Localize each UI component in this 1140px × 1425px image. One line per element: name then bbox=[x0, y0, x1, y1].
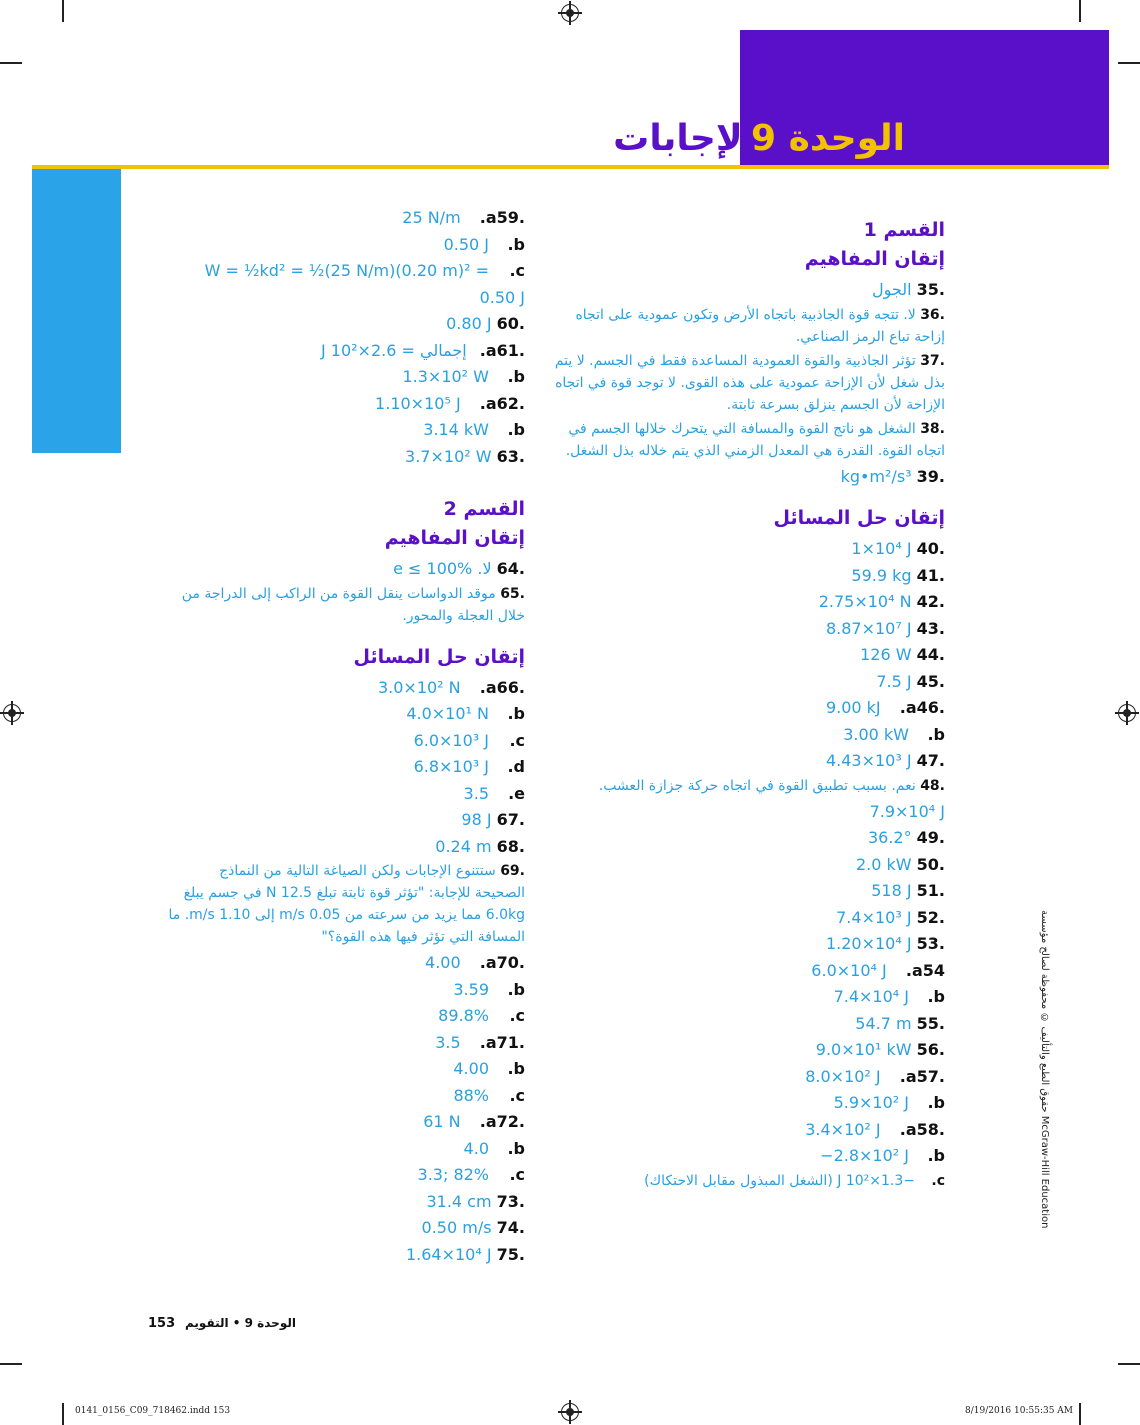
answer-value: 3.7×10² W bbox=[405, 446, 492, 466]
answer-item bbox=[165, 205, 525, 232]
answer-part-label: b. bbox=[507, 234, 525, 254]
registration-mark-icon bbox=[1118, 704, 1136, 722]
answer-number: .40 bbox=[916, 539, 945, 558]
answer-value: 2.0 kW bbox=[855, 854, 912, 874]
answer-part-label: a. bbox=[479, 677, 497, 697]
answer-item bbox=[545, 825, 945, 852]
answer-item bbox=[545, 536, 945, 563]
answer-value: 1.64×10⁴ J bbox=[405, 1244, 492, 1264]
answer-number: .61 bbox=[496, 340, 525, 360]
answer-value: 3.5 bbox=[435, 1032, 461, 1052]
answer-item bbox=[545, 1143, 945, 1170]
crop-mark bbox=[1118, 1363, 1140, 1365]
answer-number: .70 bbox=[496, 953, 525, 972]
answer-value: 89.8% bbox=[438, 1006, 489, 1025]
answer-value: 54.7 m bbox=[855, 1013, 912, 1033]
answer-item bbox=[165, 950, 525, 977]
answer-item bbox=[165, 417, 525, 444]
slug-filename: 0141_0156_C09_718462.indd 153 bbox=[75, 1406, 231, 1416]
section-title: القسم 2 bbox=[443, 498, 525, 520]
answer-number: .56 bbox=[916, 1040, 945, 1059]
answer-number: .53 bbox=[916, 934, 945, 953]
crop-mark bbox=[62, 0, 64, 22]
section-subtitle: إتقان المفاهيم bbox=[384, 527, 525, 549]
answer-item bbox=[545, 852, 945, 879]
answer-number: .50 bbox=[916, 854, 945, 874]
answer-value: الشغل هو ناتج القوة والمسافة التي يتحرك خلالها الجسم في اتجاه القوة. القدرة هي المعدل الزمني الذي يتم خلاله بذل الشغل. bbox=[565, 420, 945, 459]
unit-label: الوحدة 9 bbox=[750, 118, 905, 159]
answer-item bbox=[545, 984, 945, 1011]
answer-value: ستتنوع الإجابات ولكن الصياغة التالية من النماذج الصحيحة للإجابة: "تؤثر قوة ثابتة تبلغ 12.5 N في جسم يبلغ 6.0kg مما يزيد من سرعته من 0.05 m/s إلى 1.10 m/s. ما المسافة التي تؤثر فيها هذه القوة؟" bbox=[168, 863, 525, 945]
answer-number: .47 bbox=[916, 751, 945, 770]
section-subtitle: إتقان المفاهيم bbox=[804, 248, 945, 270]
answer-item bbox=[165, 1109, 525, 1136]
answer-value: 61 N bbox=[423, 1112, 461, 1131]
answer-item bbox=[165, 1242, 525, 1269]
registration-mark-icon bbox=[3, 704, 21, 722]
crop-mark bbox=[62, 1403, 64, 1425]
answer-number: .51 bbox=[916, 881, 945, 900]
answer-number: .62 bbox=[496, 393, 525, 413]
answer-value: 3.59 bbox=[453, 979, 489, 999]
answer-number: .57 bbox=[916, 1066, 945, 1086]
answer-list bbox=[165, 675, 525, 1269]
answer-number: .63 bbox=[496, 446, 525, 466]
answer-number: .75 bbox=[496, 1244, 525, 1264]
answer-number: .38 bbox=[920, 420, 945, 437]
answer-list bbox=[545, 277, 945, 490]
answer-part-label: e. bbox=[508, 783, 525, 803]
answer-item bbox=[165, 311, 525, 338]
answer-item bbox=[165, 364, 525, 391]
answer-value: 0.24 m bbox=[435, 836, 492, 856]
answer-item bbox=[545, 878, 945, 905]
answer-value: −1.3×10² J (الشغل المبذول مقابل الاحتكاك) bbox=[644, 1172, 915, 1189]
answer-number: .66 bbox=[496, 677, 525, 697]
answer-item bbox=[165, 754, 525, 781]
answers-column-right bbox=[545, 205, 945, 1194]
answer-value: 36.2° bbox=[867, 828, 912, 847]
answer-item bbox=[165, 556, 525, 583]
answer-value: 25 N/m bbox=[402, 208, 461, 227]
answer-item bbox=[545, 563, 945, 590]
answer-item bbox=[545, 722, 945, 749]
answer-item bbox=[165, 338, 525, 365]
answer-part-label: a. bbox=[479, 953, 497, 972]
answer-value: إجمالي = 2.6×10² J bbox=[320, 340, 467, 360]
answer-value: 126 W bbox=[860, 645, 912, 664]
answer-item bbox=[165, 834, 525, 861]
answer-item bbox=[545, 1090, 945, 1117]
answer-number: .73 bbox=[496, 1191, 525, 1211]
answer-value: 6.0×10³ J bbox=[413, 730, 489, 750]
answer-item bbox=[165, 675, 525, 702]
answer-value: 0.80 J bbox=[446, 314, 492, 333]
answer-value: 0.50 m/s bbox=[421, 1218, 492, 1237]
answer-item bbox=[545, 1011, 945, 1038]
answer-number: .44 bbox=[916, 645, 945, 664]
answer-part-label: c. bbox=[509, 1006, 525, 1025]
answer-item bbox=[545, 616, 945, 643]
answer-part-label: b. bbox=[507, 1138, 525, 1158]
answer-number: .52 bbox=[916, 907, 945, 927]
answer-item bbox=[545, 1170, 945, 1192]
answer-item bbox=[165, 1083, 525, 1110]
answer-item bbox=[165, 391, 525, 418]
answer-part-label: a. bbox=[479, 208, 497, 227]
answer-item bbox=[165, 781, 525, 808]
answer-number: .68 bbox=[496, 836, 525, 856]
answer-item bbox=[545, 350, 945, 416]
answer-number: .49 bbox=[916, 828, 945, 847]
answer-number: .35 bbox=[916, 280, 945, 299]
answer-item bbox=[545, 1064, 945, 1091]
answer-value: 7.9×10⁴ J bbox=[869, 801, 945, 821]
answer-part-label: c. bbox=[509, 1085, 525, 1105]
answer-value: 1.3×10² W bbox=[402, 367, 489, 386]
answer-number: .71 bbox=[496, 1032, 525, 1052]
answer-part-label: a. bbox=[899, 1119, 917, 1139]
answer-item bbox=[545, 642, 945, 669]
answer-value: 518 J bbox=[871, 881, 912, 900]
slug-date: 8/19/2016 10:55:35 AM bbox=[965, 1406, 1074, 1416]
answer-part-label: b. bbox=[927, 987, 945, 1006]
answer-item bbox=[165, 258, 525, 285]
answer-value: موقد الدواسات ينقل القوة من الراكب إلى الدراجة من خلال العجلة والمحور. bbox=[181, 585, 525, 624]
answer-value: 31.4 cm bbox=[426, 1191, 492, 1211]
answer-value: 2.75×10⁴ N bbox=[818, 592, 912, 611]
answer-number: .39 bbox=[916, 466, 945, 486]
answer-number: .74 bbox=[496, 1218, 525, 1237]
answer-value: تؤثر الجاذبية والقوة العمودية المساعدة فقط في الجسم. لا يتم بذل شغل لأن الإزاحة عمودية على هذه القوى. لا توجد قوة في اتجاه الإزاحة لأن الجسم ينزلق بسرعة ثابتة. bbox=[554, 352, 945, 413]
answer-number: .69 bbox=[500, 863, 525, 879]
answer-item bbox=[165, 1162, 525, 1189]
answer-value: 7.5 J bbox=[876, 671, 912, 691]
answer-value: 7.4×10³ J bbox=[836, 907, 912, 927]
answer-value: 3.4×10² J bbox=[805, 1119, 881, 1139]
answer-part-label: b. bbox=[507, 979, 525, 999]
answer-list bbox=[165, 556, 525, 627]
answer-item bbox=[545, 1037, 945, 1064]
answer-value: 4.00 bbox=[453, 1059, 489, 1078]
answer-part-label: b. bbox=[507, 1059, 525, 1078]
answer-item bbox=[165, 1056, 525, 1083]
answer-part-label: b. bbox=[507, 420, 525, 439]
answer-number: .55 bbox=[916, 1013, 945, 1033]
answer-value: 9.00 kJ bbox=[825, 698, 881, 717]
crop-mark bbox=[0, 1363, 22, 1365]
answer-list bbox=[545, 536, 945, 1192]
answers-column-left bbox=[165, 205, 525, 1268]
answer-number: .37 bbox=[920, 352, 945, 369]
answer-number: .45 bbox=[916, 671, 945, 691]
answer-item bbox=[165, 232, 525, 259]
crop-mark bbox=[1118, 62, 1140, 64]
answer-value: 9.0×10¹ kW bbox=[815, 1040, 912, 1059]
answer-item bbox=[165, 285, 525, 312]
answer-item bbox=[165, 1003, 525, 1030]
answer-value: −2.8×10² J bbox=[820, 1146, 909, 1165]
answer-part-label: b. bbox=[507, 704, 525, 723]
answer-number: .48 bbox=[920, 777, 945, 794]
answer-value: 88% bbox=[453, 1085, 489, 1105]
answer-item bbox=[165, 1136, 525, 1163]
answer-value: kg•m²/s³ bbox=[840, 466, 912, 486]
answer-value: 3.5 bbox=[463, 783, 489, 803]
answer-part-label: c. bbox=[509, 730, 525, 750]
answer-item bbox=[545, 905, 945, 932]
answer-part-label: a. bbox=[479, 393, 497, 413]
answer-part-label: d. bbox=[507, 757, 525, 776]
answer-part-label: b. bbox=[927, 724, 945, 744]
answer-value: الجول bbox=[872, 280, 912, 299]
answer-value: 5.9×10² J bbox=[833, 1093, 909, 1112]
answer-part-label: c. bbox=[509, 1165, 525, 1184]
registration-mark-icon bbox=[561, 1403, 579, 1421]
answer-item bbox=[165, 583, 525, 627]
answer-number: 54 bbox=[922, 960, 945, 980]
section-title: القسم 1 bbox=[863, 219, 945, 241]
answer-part-label: a. bbox=[899, 698, 917, 717]
problems-title: إتقان حل المسائل bbox=[773, 507, 945, 529]
answer-value: 6.0×10⁴ J bbox=[811, 960, 887, 980]
answer-item bbox=[545, 799, 945, 826]
crop-mark bbox=[1079, 1403, 1081, 1425]
answer-item bbox=[545, 958, 945, 985]
answer-value: 8.87×10⁷ J bbox=[825, 618, 912, 638]
answer-value: لا. تتجه قوة الجاذبية باتجاه الأرض وتكون عمودية على اتجاه إزاحة تباع الرمز الصناعي. bbox=[575, 306, 945, 345]
answer-number: .58 bbox=[916, 1119, 945, 1139]
answer-value: 6.8×10³ J bbox=[413, 757, 489, 776]
answer-value: 4.00 bbox=[425, 953, 461, 972]
answer-part-label: b. bbox=[927, 1093, 945, 1112]
answer-item bbox=[545, 418, 945, 462]
answer-number: .72 bbox=[496, 1112, 525, 1131]
answer-part-label: c. bbox=[509, 261, 525, 280]
copyright-notice: حقوق الطبع والتأليف © محفوظة لصالح مؤسسة McGraw-Hill Education bbox=[1039, 910, 1050, 1229]
answer-value: 98 J bbox=[461, 810, 492, 829]
chapter-title: الإجابات bbox=[613, 118, 755, 159]
side-tab-label: الوحدة 9 • الإجابات bbox=[150, 252, 170, 415]
answer-value: 3.3; 82% bbox=[417, 1165, 489, 1184]
answer-number: .36 bbox=[920, 306, 945, 323]
answer-part-label: b. bbox=[927, 1146, 945, 1165]
answer-item bbox=[165, 977, 525, 1004]
answer-value: 1.10×10⁵ J bbox=[375, 393, 461, 413]
answer-item bbox=[165, 728, 525, 755]
answer-item bbox=[165, 1215, 525, 1242]
answer-part-label: a. bbox=[479, 340, 497, 360]
answer-part-label: a. bbox=[905, 960, 923, 980]
answer-item bbox=[545, 748, 945, 775]
answer-value: 0.50 J bbox=[479, 287, 525, 307]
answer-number: .67 bbox=[496, 810, 525, 829]
crop-mark bbox=[1079, 0, 1081, 22]
answer-item bbox=[165, 1189, 525, 1216]
answer-number: .64 bbox=[496, 559, 525, 578]
answer-part-label: a. bbox=[479, 1112, 497, 1131]
answer-number: .65 bbox=[500, 585, 525, 602]
answer-item bbox=[545, 589, 945, 616]
answer-value: 3.00 kW bbox=[843, 724, 909, 744]
answer-number: .46 bbox=[916, 698, 945, 717]
answer-item bbox=[165, 807, 525, 834]
answer-item bbox=[545, 464, 945, 491]
answer-value: 3.0×10² N bbox=[377, 677, 461, 697]
answer-value: 8.0×10² J bbox=[805, 1066, 881, 1086]
answer-value: 0.50 J bbox=[443, 234, 489, 254]
answer-item bbox=[165, 444, 525, 471]
answer-part-label: c. bbox=[931, 1172, 945, 1189]
answer-value: 7.4×10⁴ J bbox=[833, 987, 909, 1006]
answer-value: نعم. بسبب تطبيق القوة في اتجاه حركة جزازة العشب. bbox=[598, 777, 916, 794]
answer-value: لا. e ≤ 100% bbox=[393, 559, 492, 578]
answer-number: .42 bbox=[916, 592, 945, 611]
answer-item bbox=[545, 304, 945, 348]
answer-item bbox=[545, 931, 945, 958]
answer-number: .59 bbox=[496, 208, 525, 227]
crop-mark bbox=[0, 62, 22, 64]
answer-item bbox=[165, 860, 525, 948]
answer-value: 3.14 kW bbox=[423, 420, 489, 439]
header-rule bbox=[32, 165, 1109, 169]
answer-value: W = ½kd² = ½(25 N/m)(0.20 m)² = bbox=[204, 261, 489, 280]
answer-item bbox=[165, 701, 525, 728]
answer-part-label: a. bbox=[479, 1032, 497, 1052]
answer-item bbox=[545, 277, 945, 304]
answer-list bbox=[165, 205, 525, 470]
answer-part-label: b. bbox=[507, 367, 525, 386]
answer-item bbox=[545, 669, 945, 696]
answer-value: 1×10⁴ J bbox=[851, 539, 912, 558]
answer-value: 4.0×10¹ N bbox=[406, 704, 489, 723]
answer-value: 1.20×10⁴ J bbox=[825, 934, 912, 953]
answer-value: 4.0 bbox=[463, 1138, 489, 1158]
answer-number: .41 bbox=[916, 565, 945, 585]
answer-item bbox=[545, 775, 945, 797]
registration-mark-icon bbox=[561, 4, 579, 22]
answer-value: 59.9 kg bbox=[851, 565, 912, 585]
answer-item bbox=[545, 1117, 945, 1144]
footer-unit: الوحدة 9 • التقويم bbox=[185, 1316, 296, 1330]
problems-title: إتقان حل المسائل bbox=[353, 645, 525, 668]
answer-value: 4.43×10³ J bbox=[825, 751, 912, 770]
answer-number: .43 bbox=[916, 618, 945, 638]
answer-number: .60 bbox=[496, 314, 525, 333]
answer-item bbox=[165, 1030, 525, 1057]
page-number: 153 bbox=[148, 1316, 176, 1331]
answer-part-label: a. bbox=[899, 1066, 917, 1086]
answer-item bbox=[545, 695, 945, 722]
